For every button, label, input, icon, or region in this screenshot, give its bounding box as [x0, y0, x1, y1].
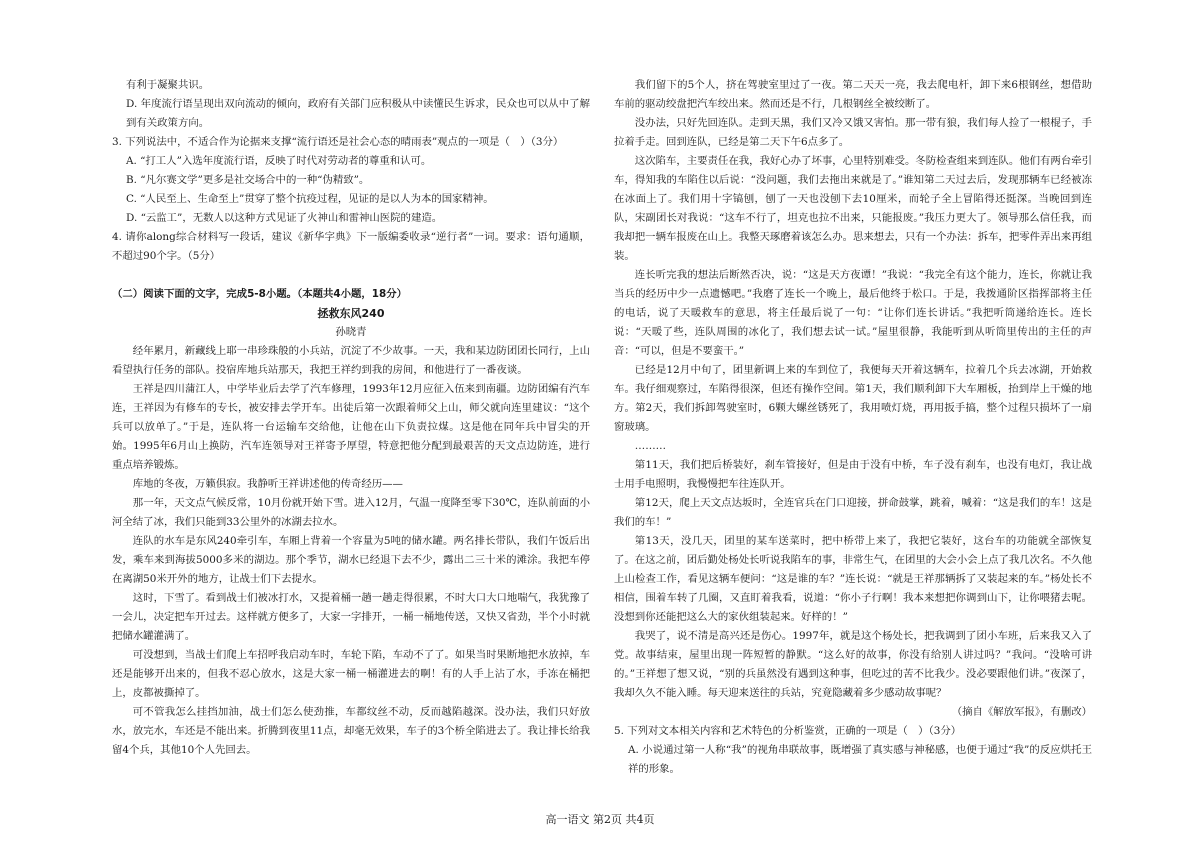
- article-paragraph: 我哭了，说不清是高兴还是伤心。1997年，就是这个杨处长，把我调到了团小车班，后来我又入了党。故事结束，屋里出现一阵短暂的静默。“这么好的故事，你没有给别人讲过吗？”我问。“没啥可讲的。”王祥想了想又说，“别的兵虽然没有遇到这种事，但吃过的苦不比我少。没必要跟他们讲。”夜深了，我却久久不能入睡。每天迎来送往的兵站，究竟隐藏着多少感动故事呢？: [614, 630, 1092, 699]
- question-3-option-c: C. “人民至上、生命至上”贯穿了整个抗疫过程，见证的是以人为本的国家精神。: [126, 193, 494, 205]
- question-4: 4. 请你along综合材料写一段话，建议《新华字典》下一版编委收录“逆行者”一词。要求：语句通顺，不超过90个字。（5分）: [112, 231, 590, 262]
- option-d: D. 年度流行语呈现出双向流动的倾向，政府有关部门应积极从中读懂民生诉求，民众也可以从中了解到有关政策方向。: [126, 98, 590, 129]
- article-paragraph: 连长听完我的想法后断然否决，说：“这是天方夜谭！”我说：“我完全有这个能力，连长，你就让我当兵的经历中少一点遗憾吧。”我磨了连长一个晚上，最后他终于松口。于是，我拨通阶区指挥部将主任的电话，说了天暖救车的意思，将主任最后说了一句：“让你们连长讲话。”我把听筒递给连长。连长说：“天暖了些，连队周围的冰化了，我们想去试一试。”屋里很静，我能听到从听筒里传出的主任的声音：“可以，但是不要蛮干。”: [614, 269, 1092, 357]
- question-3-stem: 3. 下列说法中，不适合作为论据来支撑“流行语还是社会心态的晴雨表”观点的一项是（ ）（3分）: [112, 136, 564, 148]
- article-paragraph: 我们留下的5个人，挤在驾驶室里过了一夜。第二天天一亮，我去爬电杆，卸下来6根钢丝，想借助车前的驱动绞盘把汽车绞出来。然而还是不行，几根钢丝全被绞断了。: [614, 79, 1092, 110]
- article-title: 拯救东风240: [317, 307, 385, 320]
- article-paragraph: 库地的冬夜，万籁俱寂。我静听王祥讲述他的传奇经历——: [132, 478, 403, 490]
- article-paragraph: 没办法，只好先回连队。走到天黑，我们又冷又饿又害怕。那一带有狼，我们每人捡了一根棍子，手拉着手走。回到连队，已经是第二天下午6点多了。: [614, 117, 1092, 148]
- article-paragraph: 那一年，天文点气候反常，10月份就开始下雪。进入12月，气温一度降至零下30℃，连队前面的小河全结了冰，我们只能到33公里外的冰湖去拉水。: [112, 497, 590, 528]
- article-paragraph: 第12天，爬上天文点达坂时，全连官兵在门口迎接，拼命鼓掌，跳着，喊着：“这是我们的车！这是我们的车！”: [614, 497, 1092, 528]
- article-paragraph: 这次陷车，主要责任在我，我好心办了坏事，心里特别难受。冬防检查组来到连队。他们有两台牵引车，得知我的车陷住以后说：“没问题，我们去拖出来就是了。”谁知第二天过去后，发现那辆车已经被冻在冰面上了。我们用十字镐刨，刨了一天也没刨下去10厘米，而轮子全上冒陷得还挺深。当晚回到连队，宋副团长对我说：“这车不行了，坦克也拉不出来，只能报废。”我压力更大了。领导那么信任我，而我却把一辆车报废在山上。我整天琢磨着该怎么办。思来想去，只有一个办法：拆车，把零件弄出来再组装。: [614, 155, 1092, 262]
- article-paragraph: 王祥是四川蒲江人，中学毕业后去学了汽车修理，1993年12月应征入伍来到南疆。边防团编有汽车连，王祥因为有修车的专长，被安排去学开车。出徒后第一次跟着师父上山，师父就向连里建议：“这个兵可以放单了。”于是，连队将一台运输车交给他，让他在山下负责拉煤。这是他在同年兵中冒尖的开始。1995年6月山上换防，汽车连领导对王祥寄予厚望，特意把他分配到最艰苦的天文点边防连，进行重点培养锻炼。: [112, 383, 590, 471]
- article-paragraph: 可没想到，当战士们爬上车招呼我启动车时，车轮下陷，车动不了了。如果当时果断地把水放掉，车还是能够开出来的，但我不忍心放水，这是大家一桶一桶灌进去的啊！有的人手上沾了水，手冻在桶把上，皮都被撕掉了。: [112, 649, 590, 699]
- text-line: 有利于凝聚共识。: [126, 79, 210, 91]
- section-title: （二）阅读下面的文字，完成5-8小题。（本题共4小题，18分）: [112, 288, 408, 300]
- article-author: 孙晓青: [335, 326, 367, 338]
- question-3-option-d: D. “云监工”，无数人以这种方式见证了火神山和雷神山医院的建造。: [126, 212, 443, 224]
- article-source: （摘自《解放军报》，有删改）: [951, 706, 1092, 718]
- article-paragraph: 第11天，我们把后桥装好，刹车管接好，但是由于没有中桥，车子没有刹车，也没有电灯，我让战士用手电照明，我慢慢把车往连队开。: [614, 459, 1092, 490]
- ellipsis: ………: [634, 440, 666, 452]
- article-paragraph: 已经是12月中旬了，团里新调上来的车到位了，我便每天开着这辆车，拉着几个兵去冰湖，开始救车。我仔细观察过，车陷得很深，但还有操作空间。第1天，我们顺利卸下大车厢板，抬到岸上干燥的地方。第2天，我们拆卸驾驶室时，6颗大螺丝锈死了，我用喷灯烧，再用扳手搞，整个过程只损坏了一扇窗玻璃。: [614, 364, 1092, 433]
- left-column: [112, 76, 590, 760]
- article-paragraph: 连队的水车是东风240牵引车，车厢上背着一个容量为5吨的储水罐。两名排长带队，我们午饭后出发，乘车来到海拔5000多米的湖边。那个季节，湖水已经退下去不少，露出二三十米的滩涂。我把车停在离湖50米开外的地方，让战士们下去提水。: [112, 535, 590, 585]
- article-paragraph: 可不管我怎么挂挡加油，战士们怎么使劲推，车都纹丝不动，反而越陷越深。没办法，我们只好放水，放完水，车还是不能出来。折腾到夜里11点，却毫无效果，车子的3个桥全陷进去了。我让排长给我留4个兵，其他10个人先回去。: [112, 706, 590, 756]
- question-3-option-b: B. “凡尔赛文学”更多是社交场合中的一种“伪精致”。: [126, 174, 370, 186]
- spacer: [112, 266, 590, 285]
- article-paragraph: 这时，下雪了。看到战士们被冰打水，又提着桶一趟一趟走得很累，不时大口大口地喘气，我犹豫了一会儿，决定把车开过去。这样就方便多了，大家一字排开，一桶一桶地传送，又快又省劲，半个小时就把储水罐灌满了。: [112, 592, 590, 642]
- page-footer: 高一语文 第2页 共4页: [545, 813, 655, 826]
- question-5-option-a: A. 小说通过第一人称“我”的视角串联故事，既增强了真实感与神秘感，也便于通过“我”的反应烘托王祥的形象。: [628, 744, 1092, 775]
- article-paragraph: 第13天，没几天，团里的某车送菜时，把中桥带上来了，我把它装好，这台车的功能就全部恢复了。在这之前，团后勤处杨处长听说我陷车的事，非常生气，在团里的大会小会上点了我几次名。不久他上山检查工作，看见这辆车便问：“这是谁的车？”连长说：“就是王祥那辆拆了又装起来的车。”杨处长不相信，围着车转了几圈，又直盯着我看，说道：“你小子行啊！我本来想把你调到山下，让你喂猪去呢。没想到你还能把这么大的家伙组装起来。好样的！”: [614, 535, 1092, 623]
- article-paragraph: 经年累月，新藏线上耶一串珍珠般的小兵站，沉淀了不少故事。一天，我和某边防团团长同行，上山看望执行任务的部队。投宿库地兵站那天，我把王祥约到我的房间，和他进行了一番夜谈。: [112, 345, 590, 376]
- question-5-stem: 5. 下列对文本相关内容和艺术特色的分析鉴赏，正确的一项是（ ）（3分）: [614, 725, 962, 737]
- right-column: [614, 76, 1092, 779]
- question-3-option-a: A. “打工人”入选年度流行语，反映了时代对劳动者的尊重和认可。: [126, 155, 432, 167]
